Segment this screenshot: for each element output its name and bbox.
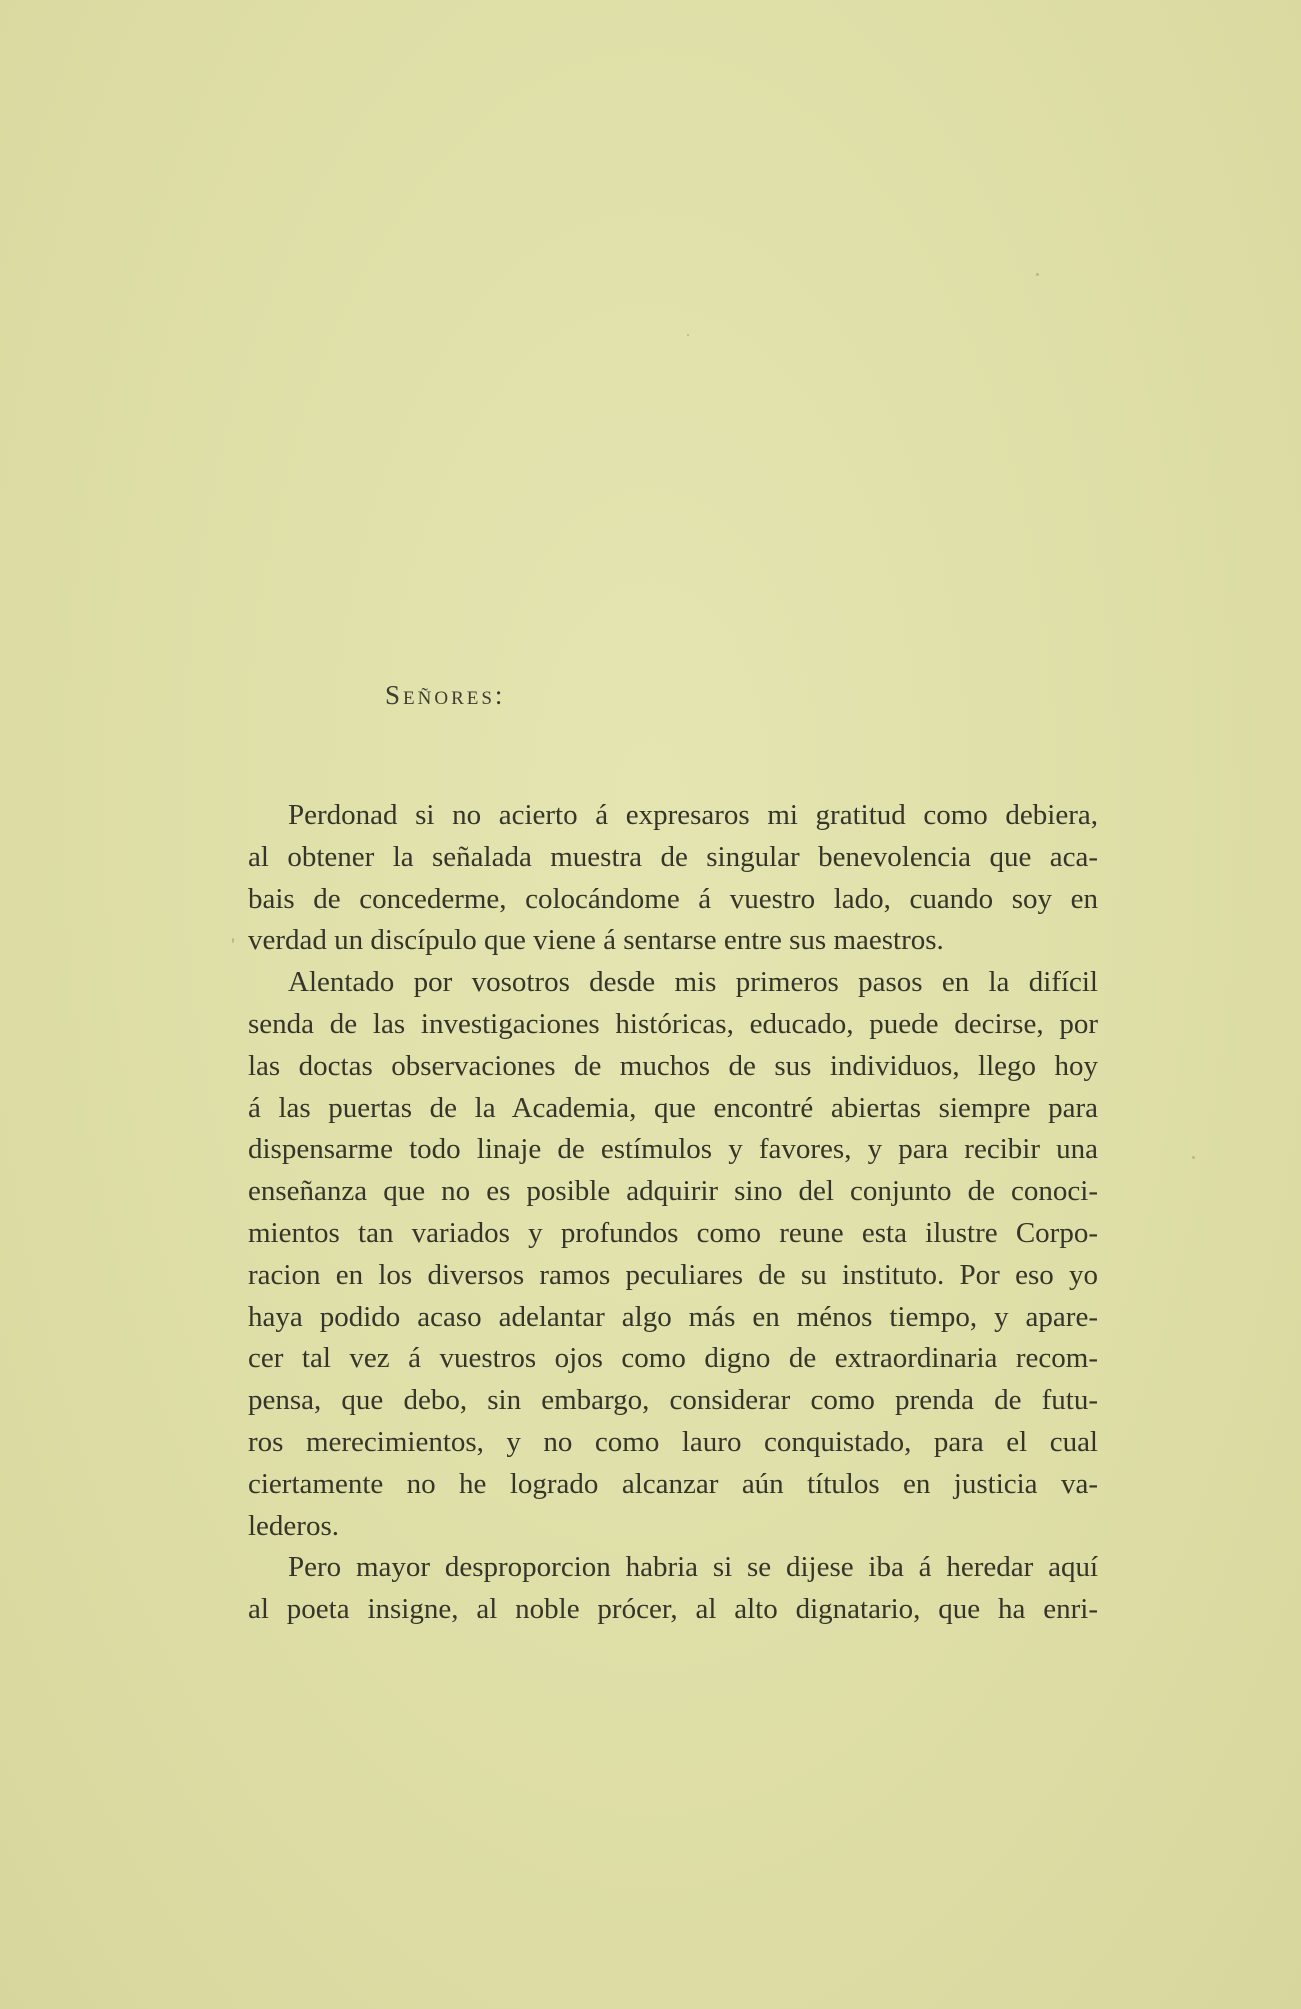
text-line: ros merecimientos, y no como lauro conquistado, para el cual <box>248 1425 1098 1458</box>
text-line: Alentado por vosotros desde mis primeros pasos en la difícil <box>288 966 1098 999</box>
text-line: pensa, que debo, sin embargo, considerar como prenda de futu- <box>248 1384 1098 1417</box>
text-line: senda de las investigaciones históricas, educado, puede decirse, por <box>248 1007 1098 1040</box>
text-line: verdad un discípulo que viene á sentarse entre sus maestros. <box>248 924 944 957</box>
paragraph <box>248 962 1098 1547</box>
text-line: mientos tan variados y profundos como reune esta ilustre Corpo- <box>248 1216 1098 1249</box>
text-line: al obtener la señalada muestra de singular benevolencia que aca- <box>248 840 1098 873</box>
text-line: cer tal vez á vuestros ojos como digno de extraordinaria recom- <box>248 1342 1098 1375</box>
text-line: bais de concederme, colocándome á vuestro lado, cuando soy en <box>248 882 1098 915</box>
salutation-heading: Señores: <box>385 680 506 710</box>
text-line: enseñanza que no es posible adquirir sino del conjunto de conoci- <box>248 1175 1098 1208</box>
paragraph <box>248 1547 1098 1631</box>
text-line: á las puertas de la Academia, que encontré abiertas siempre para <box>248 1091 1098 1124</box>
body-text <box>248 795 1098 1631</box>
paper-speck <box>1036 273 1039 276</box>
text-line: al poeta insigne, al noble prócer, al alto dignatario, que ha enri- <box>248 1593 1098 1626</box>
text-line: Pero mayor desproporcion habria si se dijese iba á heredar aquí <box>288 1551 1098 1584</box>
paper-speck <box>232 938 234 943</box>
text-line: Perdonad si no acierto á expresaros mi gratitud como debiera, <box>288 799 1098 831</box>
text-line: racion en los diversos ramos peculiares de su instituto. Por eso yo <box>248 1258 1098 1291</box>
text-line: lederos. <box>248 1509 339 1542</box>
paragraph <box>248 795 1098 962</box>
text-line: haya podido acaso adelantar algo más en ménos tiempo, y apare- <box>248 1300 1098 1333</box>
paper-speck <box>687 334 689 336</box>
text-line: ciertamente no he logrado alcanzar aún títulos en justicia va- <box>248 1467 1098 1500</box>
text-line: dispensarme todo linaje de estímulos y favores, y para recibir una <box>248 1133 1098 1166</box>
paper-speck <box>1192 1156 1195 1159</box>
text-line: las doctas observaciones de muchos de sus individuos, llego hoy <box>248 1049 1098 1082</box>
